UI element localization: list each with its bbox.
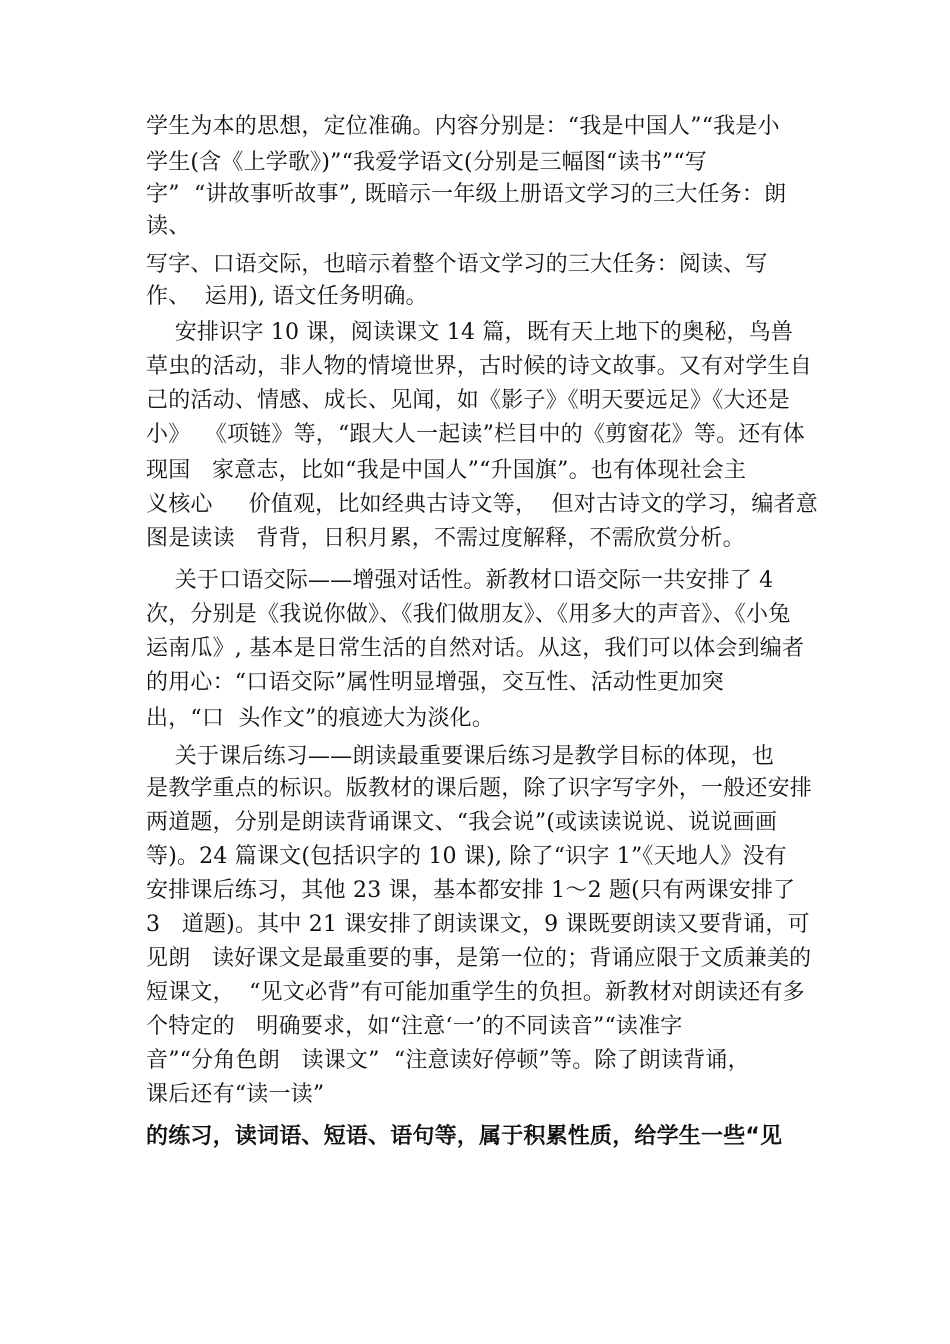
text-line: 见朗 读好课文是最重要的事，是第一位的；背诵应限于文质兼美的 xyxy=(146,946,812,971)
text-line: 音”“分角色朗 读课文” “注意读好停顿”等。除了朗读背诵， xyxy=(146,1048,750,1073)
text-line: 关于口语交际——增强对话性。新教材口语交际一共安排了 4 xyxy=(146,568,774,593)
text-line: 读、 xyxy=(146,214,191,239)
text-line: 出，“口 头作文”的痕迹大为淡化。 xyxy=(146,706,495,731)
text-line: 现国 家意志，比如“我是中国人”“升国旗”。也有体现社会主 xyxy=(146,458,747,483)
text-line: 作、 运用), 语文任务明确。 xyxy=(146,284,428,309)
text-line: 写字、口语交际，也暗示着整个语文学习的三大任务：阅读、写 xyxy=(146,252,768,277)
text-line: 学生(含《上学歌》)”“我爱学语文(分别是三幅图“读书”“写 xyxy=(146,150,707,175)
text-line-bold: 的练习，读词语、短语、语句等，属于积累性质，给学生一些“见 xyxy=(146,1124,783,1149)
text-line: 的用心：“口语交际”属性明显增强，交互性、活动性更加突 xyxy=(146,670,724,695)
text-line: 关于课后练习——朗读最重要课后练习是教学目标的体现，也 xyxy=(146,744,775,769)
text-line: 字” “讲故事听故事”, 既暗示一年级上册语文学习的三大任务：朗 xyxy=(146,182,787,207)
text-line: 次，分别是《我说你做》、《我们做朋友》、《用多大的声音》、《小兔 xyxy=(146,602,791,627)
text-line: 安排识字 10 课，阅读课文 14 篇，既有天上地下的奥秘，鸟兽 xyxy=(146,320,794,345)
text-line: 安排课后练习，其他 23 课，基本都安排 1～2 题(只有两课安排了 xyxy=(146,878,796,903)
text-line: 草虫的活动，非人物的情境世界，古时候的诗文故事。又有对学生自 xyxy=(146,354,813,379)
text-line: 短课文， “见文必背”有可能加重学生的负担。新教材对朗读还有多 xyxy=(146,980,805,1005)
text-line: 等)。24 篇课文(包括识字的 10 课), 除了“识字 1”《天地人》没有 xyxy=(146,844,787,869)
text-line: 小》 《项链》等，“跟大人一起读”栏目中的《剪窗花》等。还有体 xyxy=(146,422,805,447)
text-line: 己的活动、情感、成长、见闻，如《影子》《明天要远足》《大还是 xyxy=(146,388,791,413)
text-line: 课后还有“读一读” xyxy=(146,1082,325,1107)
text-line: 是教学重点的标识。版教材的课后题，除了识字写字外，一般还安排 xyxy=(146,776,813,801)
text-line: 两道题，分别是朗读背诵课文、“我会说”(或读读说说、说说画画 xyxy=(146,810,778,835)
text-line: 个特定的 明确要求，如“注意‘一’的不同读音”“读准字 xyxy=(146,1014,683,1039)
text-line: 学生为本的思想，定位准确。内容分别是：“我是中国人”“我是小 xyxy=(146,114,780,139)
text-line: 义核心 价值观，比如经典古诗文等， 但对古诗文的学习，编者意 xyxy=(146,492,818,517)
text-line: 图是读读 背背，日积月累，不需过度解释，不需欣赏分析。 xyxy=(146,526,745,551)
text-line: 3 道题)。其中 21 课安排了朗读课文，9 课既要朗读又要背诵，可 xyxy=(146,912,810,937)
text-line: 运南瓜》, 基本是日常生活的自然对话。从这，我们可以体会到编者 xyxy=(146,636,805,661)
